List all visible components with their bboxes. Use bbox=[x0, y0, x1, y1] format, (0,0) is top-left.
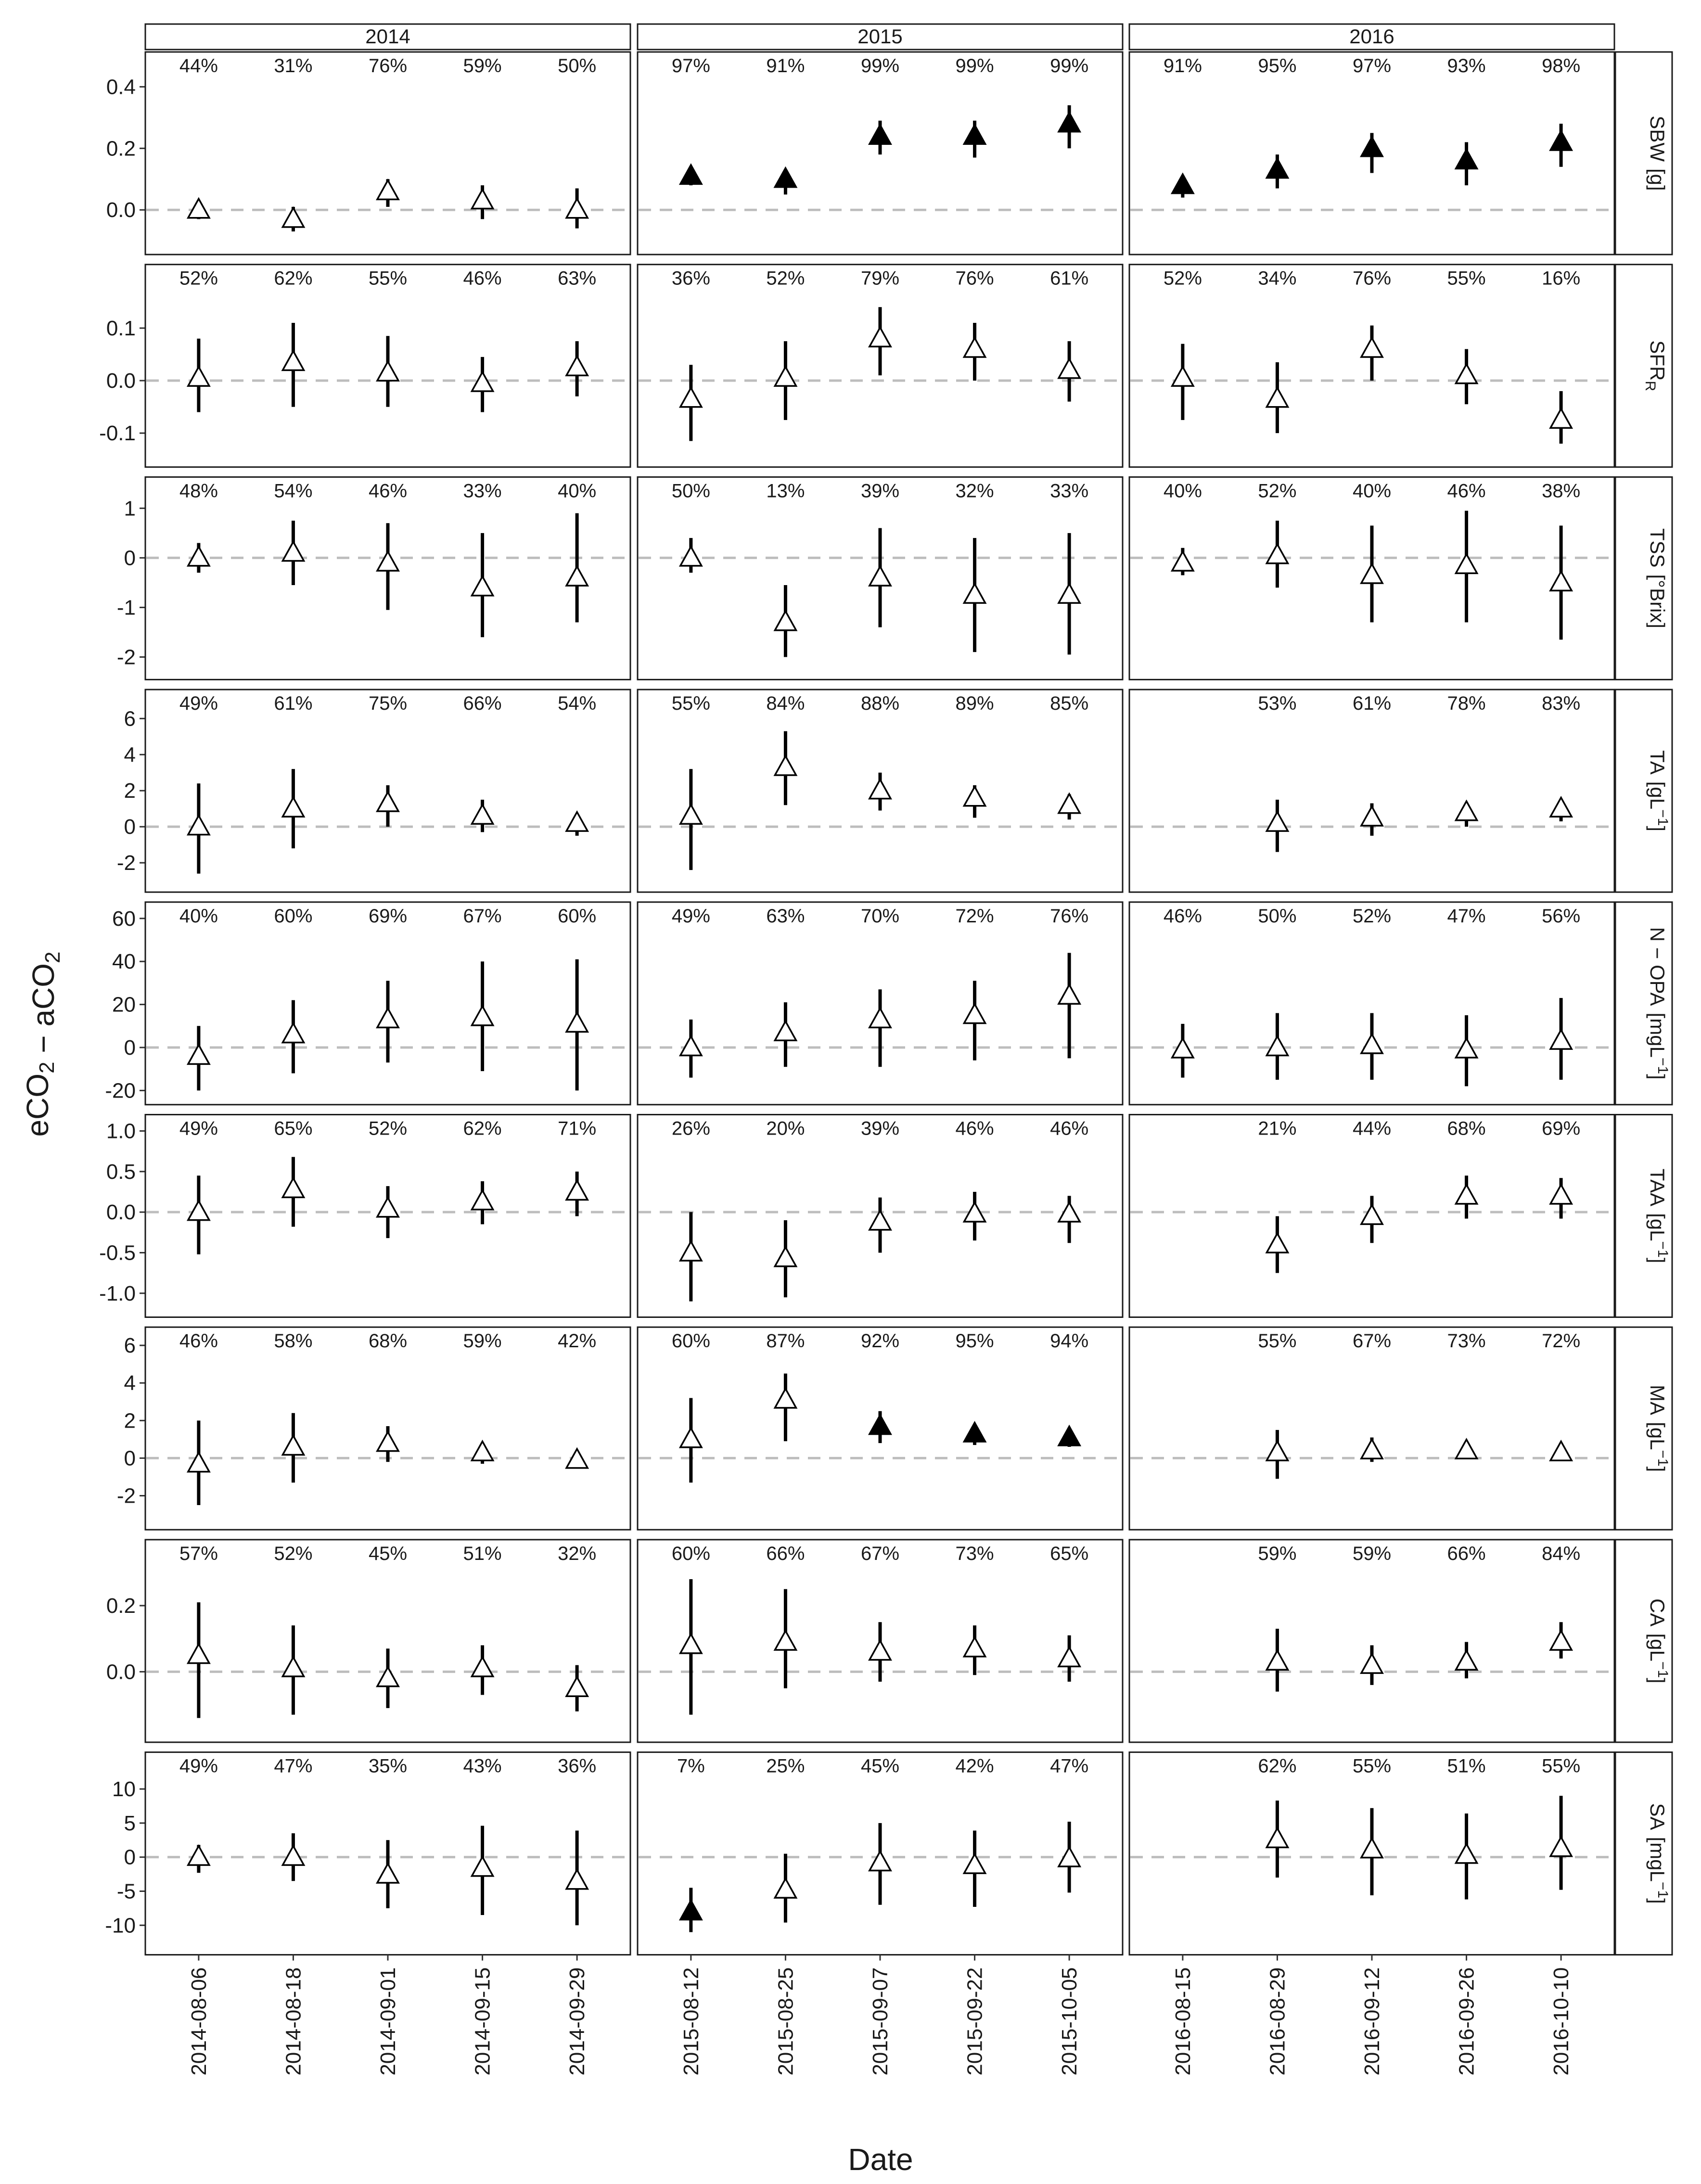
percentage-label: 88% bbox=[860, 693, 900, 715]
panel-frame bbox=[1129, 1327, 1614, 1530]
percentage-label: 89% bbox=[955, 693, 994, 715]
y-tick-label: 0.0 bbox=[106, 1201, 136, 1225]
percentage-label: 66% bbox=[463, 693, 502, 715]
y-tick-label: -5 bbox=[116, 1879, 136, 1903]
percentage-label: 99% bbox=[1050, 55, 1089, 77]
y-tick-label: 20 bbox=[112, 993, 136, 1017]
y-axis-title: eCO2 − aCO2 bbox=[20, 951, 64, 1137]
percentage-label: 13% bbox=[766, 480, 805, 502]
x-tick-label: 2014-09-15 bbox=[471, 1967, 495, 2076]
percentage-label: 85% bbox=[1050, 693, 1089, 715]
percentage-label: 75% bbox=[368, 693, 408, 715]
x-tick-label: 2014-09-29 bbox=[565, 1967, 589, 2076]
percentage-label: 60% bbox=[558, 905, 597, 927]
x-tick-label: 2016-08-15 bbox=[1171, 1967, 1195, 2076]
percentage-label: 35% bbox=[368, 1755, 408, 1777]
x-tick-label: 2014-08-18 bbox=[281, 1967, 306, 2076]
percentage-label: 95% bbox=[955, 1330, 994, 1352]
percentage-label: 52% bbox=[368, 1118, 408, 1139]
percentage-label: 76% bbox=[368, 55, 408, 77]
percentage-label: 98% bbox=[1542, 55, 1581, 77]
percentage-label: 79% bbox=[860, 268, 900, 289]
percentage-label: 84% bbox=[766, 693, 805, 715]
panels-layer bbox=[99, 24, 1672, 2076]
x-tick-label: 2014-08-06 bbox=[187, 1967, 211, 2076]
percentage-label: 45% bbox=[368, 1543, 408, 1564]
y-tick-label: -1 bbox=[116, 596, 136, 620]
x-tick-label: 2015-09-07 bbox=[869, 1967, 892, 2076]
variable-strip-label: $TAA[gL^{-1}]$ bbox=[1646, 1168, 1671, 1264]
percentage-label: 67% bbox=[860, 1543, 900, 1564]
percentage-label: 47% bbox=[1447, 905, 1486, 927]
percentage-label: 43% bbox=[463, 1755, 502, 1777]
percentage-label: 66% bbox=[1447, 1543, 1486, 1564]
percentage-label: 83% bbox=[1542, 693, 1581, 715]
percentage-label: 63% bbox=[766, 905, 805, 927]
panel-frame bbox=[1129, 690, 1614, 892]
percentage-label: 59% bbox=[463, 55, 502, 77]
percentage-label: 55% bbox=[1542, 1755, 1581, 1777]
percentage-label: 57% bbox=[179, 1543, 218, 1564]
percentage-label: 52% bbox=[179, 268, 218, 289]
percentage-label: 52% bbox=[766, 268, 805, 289]
percentage-label: 67% bbox=[463, 905, 502, 927]
percentage-label: 84% bbox=[1542, 1543, 1581, 1564]
percentage-label: 46% bbox=[1447, 480, 1486, 502]
x-tick-label: 2016-08-29 bbox=[1266, 1967, 1290, 2076]
y-tick-label: 0.2 bbox=[106, 1594, 136, 1618]
y-tick-label: 10 bbox=[112, 1777, 136, 1801]
variable-strip-label: $CA[gL^{-1}]$ bbox=[1646, 1598, 1671, 1684]
y-tick-label: 0.0 bbox=[106, 1660, 136, 1684]
percentage-label: 55% bbox=[1447, 268, 1486, 289]
y-tick-label: -2 bbox=[116, 851, 136, 875]
percentage-label: 46% bbox=[368, 480, 408, 502]
percentage-label: 65% bbox=[274, 1118, 313, 1139]
percentage-label: 87% bbox=[766, 1330, 805, 1352]
percentage-label: 67% bbox=[1352, 1330, 1392, 1352]
percentage-label: 21% bbox=[1258, 1118, 1297, 1139]
percentage-label: 49% bbox=[179, 1118, 218, 1139]
percentage-label: 69% bbox=[1542, 1118, 1581, 1139]
y-tick-label: 0.0 bbox=[106, 198, 136, 222]
percentage-label: 61% bbox=[274, 693, 313, 715]
y-tick-label: 2 bbox=[124, 779, 136, 803]
percentage-label: 54% bbox=[274, 480, 313, 502]
percentage-label: 49% bbox=[179, 693, 218, 715]
year-strip-label: 2015 bbox=[857, 25, 903, 48]
x-tick-label: 2016-09-26 bbox=[1455, 1967, 1479, 2076]
x-tick-label: 2014-09-01 bbox=[376, 1967, 400, 2076]
x-tick-label: 2015-10-05 bbox=[1058, 1967, 1082, 2076]
y-tick-label: -0.1 bbox=[99, 421, 136, 446]
y-tick-label: 5 bbox=[124, 1811, 136, 1835]
percentage-label: 25% bbox=[766, 1755, 805, 1777]
y-tick-label: 60 bbox=[112, 907, 136, 931]
variable-strip-label: SA[mgL$^{-1}$] bbox=[1646, 1803, 1671, 1904]
percentage-label: 42% bbox=[955, 1755, 994, 1777]
variable-strip-label: $TA[gL^{-1}]$ bbox=[1646, 750, 1671, 832]
percentage-label: 44% bbox=[1352, 1118, 1392, 1139]
panel-frame bbox=[145, 52, 630, 255]
y-tick-label: -10 bbox=[105, 1914, 136, 1938]
y-tick-label: -2 bbox=[116, 645, 136, 669]
y-tick-label: 0 bbox=[124, 546, 136, 570]
y-tick-label: 0 bbox=[124, 1035, 136, 1060]
x-tick-label: 2015-09-22 bbox=[963, 1967, 987, 2076]
percentage-label: 44% bbox=[179, 55, 218, 77]
percentage-label: 50% bbox=[558, 55, 597, 77]
percentage-label: 76% bbox=[1050, 905, 1089, 927]
percentage-label: 32% bbox=[955, 480, 994, 502]
y-tick-label: -1.0 bbox=[99, 1281, 136, 1305]
x-tick-label: 2016-09-12 bbox=[1360, 1967, 1384, 2076]
percentage-label: 68% bbox=[368, 1330, 408, 1352]
percentage-label: 61% bbox=[1050, 268, 1089, 289]
percentage-label: 48% bbox=[179, 480, 218, 502]
percentage-label: 58% bbox=[274, 1330, 313, 1352]
percentage-label: 62% bbox=[274, 268, 313, 289]
y-tick-label: 4 bbox=[124, 743, 136, 767]
percentage-label: 33% bbox=[1050, 480, 1089, 502]
percentage-label: 51% bbox=[463, 1543, 502, 1564]
percentage-label: 61% bbox=[1352, 693, 1392, 715]
percentage-label: 60% bbox=[671, 1543, 710, 1564]
percentage-label: 54% bbox=[558, 693, 597, 715]
percentage-label: 62% bbox=[463, 1118, 502, 1139]
percentage-label: 73% bbox=[955, 1543, 994, 1564]
y-tick-label: 0.1 bbox=[106, 316, 136, 340]
percentage-label: 31% bbox=[274, 55, 313, 77]
y-tick-label: 0 bbox=[124, 815, 136, 839]
percentage-label: 99% bbox=[860, 55, 900, 77]
y-tick-label: 0.2 bbox=[106, 137, 136, 161]
percentage-label: 97% bbox=[1352, 55, 1392, 77]
percentage-label: 40% bbox=[1163, 480, 1202, 502]
y-tick-label: 1 bbox=[124, 497, 136, 521]
percentage-label: 39% bbox=[860, 1118, 900, 1139]
y-tick-label: 2 bbox=[124, 1409, 136, 1433]
percentage-label: 52% bbox=[1258, 480, 1297, 502]
percentage-label: 40% bbox=[1352, 480, 1392, 502]
percentage-label: 99% bbox=[955, 55, 994, 77]
panel-frame bbox=[145, 1540, 630, 1742]
percentage-label: 94% bbox=[1050, 1330, 1089, 1352]
percentage-label: 93% bbox=[1447, 55, 1486, 77]
percentage-label: 55% bbox=[1258, 1330, 1297, 1352]
percentage-label: 66% bbox=[766, 1543, 805, 1564]
percentage-label: 60% bbox=[671, 1330, 710, 1352]
percentage-label: 60% bbox=[274, 905, 313, 927]
percentage-label: 68% bbox=[1447, 1118, 1486, 1139]
percentage-label: 34% bbox=[1258, 268, 1297, 289]
percentage-label: 49% bbox=[179, 1755, 218, 1777]
percentage-label: 62% bbox=[1258, 1755, 1297, 1777]
percentage-label: 36% bbox=[558, 1755, 597, 1777]
percentage-label: 72% bbox=[955, 905, 994, 927]
percentage-label: 45% bbox=[860, 1755, 900, 1777]
percentage-label: 56% bbox=[1542, 905, 1581, 927]
percentage-label: 36% bbox=[671, 268, 710, 289]
percentage-label: 91% bbox=[1163, 55, 1202, 77]
percentage-label: 40% bbox=[179, 905, 218, 927]
percentage-label: 55% bbox=[1352, 1755, 1392, 1777]
x-axis-title: Date bbox=[848, 2142, 913, 2177]
percentage-label: 46% bbox=[1163, 905, 1202, 927]
percentage-label: 76% bbox=[955, 268, 994, 289]
y-tick-label: 0.5 bbox=[106, 1160, 136, 1184]
percentage-label: 71% bbox=[558, 1118, 597, 1139]
year-strip-label: 2014 bbox=[365, 25, 410, 48]
percentage-label: 59% bbox=[1352, 1543, 1392, 1564]
variable-strip-label: N − OPA[mgL$^{-1}$] bbox=[1646, 927, 1671, 1080]
percentage-label: 38% bbox=[1542, 480, 1581, 502]
panel-frame bbox=[1129, 1540, 1614, 1742]
percentage-label: 70% bbox=[860, 905, 900, 927]
percentage-label: 97% bbox=[671, 55, 710, 77]
y-tick-label: 0 bbox=[124, 1845, 136, 1869]
percentage-label: 55% bbox=[368, 268, 408, 289]
year-strip-label: 2016 bbox=[1349, 25, 1394, 48]
variable-strip-label: $MA[gL^{-1}]$ bbox=[1646, 1385, 1671, 1472]
y-tick-label: 0.4 bbox=[106, 75, 136, 99]
percentage-label: 50% bbox=[1258, 905, 1297, 927]
percentage-label: 26% bbox=[671, 1118, 710, 1139]
percentage-label: 95% bbox=[1258, 55, 1297, 77]
y-tick-label: -0.5 bbox=[99, 1241, 136, 1265]
percentage-label: 42% bbox=[558, 1330, 597, 1352]
y-tick-label: 0.0 bbox=[106, 369, 136, 393]
percentage-label: 52% bbox=[1163, 268, 1202, 289]
percentage-label: 91% bbox=[766, 55, 805, 77]
percentage-label: 33% bbox=[463, 480, 502, 502]
percentage-label: 69% bbox=[368, 905, 408, 927]
y-tick-label: 1.0 bbox=[106, 1119, 136, 1143]
variable-strip-label: SBW[g] bbox=[1646, 115, 1669, 191]
percentage-label: 46% bbox=[1050, 1118, 1089, 1139]
y-tick-label: -20 bbox=[105, 1079, 136, 1103]
percentage-label: 52% bbox=[1352, 905, 1392, 927]
percentage-label: 72% bbox=[1542, 1330, 1581, 1352]
y-tick-label: 6 bbox=[124, 1334, 136, 1358]
y-tick-label: -2 bbox=[116, 1484, 136, 1508]
percentage-label: 73% bbox=[1447, 1330, 1486, 1352]
percentage-label: 49% bbox=[671, 905, 710, 927]
y-tick-label: 6 bbox=[124, 707, 136, 731]
x-tick-label: 2016-10-10 bbox=[1549, 1967, 1573, 2076]
percentage-label: 78% bbox=[1447, 693, 1486, 715]
percentage-label: 50% bbox=[671, 480, 710, 502]
variable-strip-label: $SFR_R$ bbox=[1642, 340, 1669, 392]
x-tick-label: 2015-08-25 bbox=[774, 1967, 798, 2076]
percentage-label: 55% bbox=[671, 693, 710, 715]
variable-strip-label: TSS[°Brix] bbox=[1646, 528, 1669, 628]
percentage-label: 46% bbox=[955, 1118, 994, 1139]
percentage-label: 47% bbox=[274, 1755, 313, 1777]
percentage-label: 46% bbox=[179, 1330, 218, 1352]
percentage-label: 7% bbox=[677, 1755, 705, 1777]
percentage-label: 76% bbox=[1352, 268, 1392, 289]
x-tick-label: 2015-08-12 bbox=[679, 1967, 703, 2076]
percentage-label: 59% bbox=[1258, 1543, 1297, 1564]
percentage-label: 32% bbox=[558, 1543, 597, 1564]
percentage-label: 92% bbox=[860, 1330, 900, 1352]
y-tick-label: 40 bbox=[112, 950, 136, 974]
percentage-label: 63% bbox=[558, 268, 597, 289]
y-tick-label: 0 bbox=[124, 1446, 136, 1470]
percentage-label: 53% bbox=[1258, 693, 1297, 715]
percentage-label: 16% bbox=[1542, 268, 1581, 289]
percentage-label: 51% bbox=[1447, 1755, 1486, 1777]
percentage-label: 47% bbox=[1050, 1755, 1089, 1777]
y-tick-label: 4 bbox=[124, 1371, 136, 1395]
percentage-label: 52% bbox=[274, 1543, 313, 1564]
percentage-label: 20% bbox=[766, 1118, 805, 1139]
percentage-label: 65% bbox=[1050, 1543, 1089, 1564]
percentage-label: 39% bbox=[860, 480, 900, 502]
percentage-label: 40% bbox=[558, 480, 597, 502]
percentage-label: 59% bbox=[463, 1330, 502, 1352]
percentage-label: 46% bbox=[463, 268, 502, 289]
